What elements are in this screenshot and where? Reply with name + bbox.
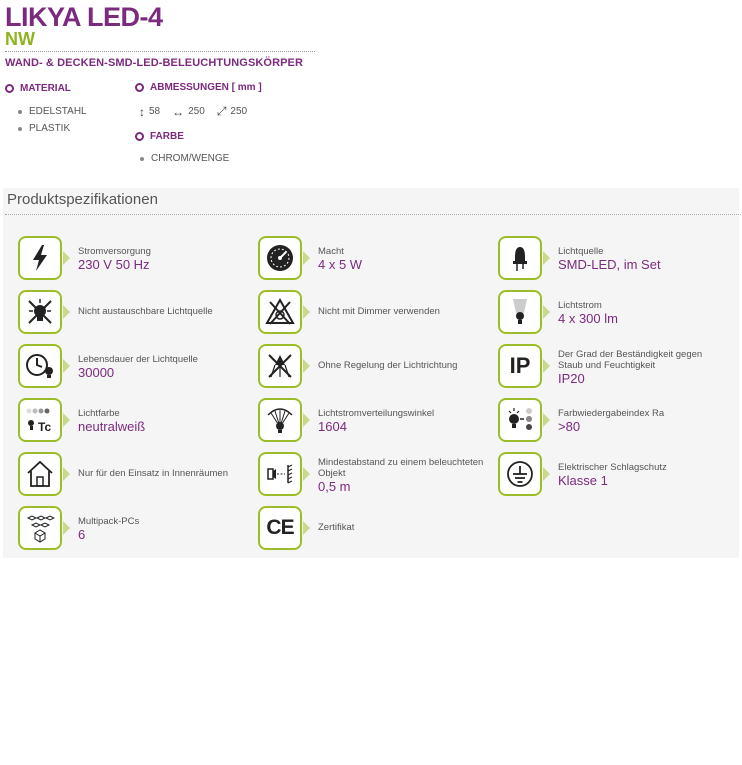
- min-distance-icon: [258, 452, 302, 496]
- spec-label: Lebensdauer der Lichtquelle: [78, 354, 198, 365]
- list-item: EDELSTAHL: [15, 103, 87, 120]
- spec-light-color: [3, 398, 239, 444]
- spec-label: Nicht mit Dimmer verwenden: [318, 306, 440, 317]
- arrow-icon: [543, 251, 550, 265]
- arrow-icon: [63, 467, 70, 481]
- spec-label: Stromversorgung: [78, 246, 151, 257]
- spec-no-direction: [243, 344, 479, 390]
- spec-heading: Produktspezifikationen: [7, 191, 158, 208]
- product-subtitle: NW: [5, 29, 35, 49]
- divider: [5, 51, 315, 52]
- spec-cri: [483, 398, 719, 444]
- spec-label: Nur für den Einsatz in Innenräumen: [78, 468, 228, 479]
- spec-value: IP20: [558, 371, 585, 386]
- arrow-icon: [543, 467, 550, 481]
- arrow-icon: [63, 413, 70, 427]
- spec-power: [243, 236, 479, 282]
- spec-ip-rating: [483, 344, 719, 390]
- no-dimmer-icon: [258, 290, 302, 334]
- spec-value: 0,5 m: [318, 479, 351, 494]
- color-heading: [135, 131, 184, 142]
- diagonal-icon: ⤢: [216, 104, 227, 118]
- circle-bullet-icon: [135, 83, 144, 92]
- material-heading-label: MATERIAL: [20, 83, 71, 94]
- arrow-icon: [543, 305, 550, 319]
- non-replaceable-bulb-icon: [18, 290, 62, 334]
- arrow-icon: [543, 413, 550, 427]
- clock-bulb-icon: [18, 344, 62, 388]
- spec-value: Klasse 1: [558, 473, 608, 488]
- material-list: [15, 103, 87, 137]
- ground-icon: [498, 452, 542, 496]
- house-icon: [18, 452, 62, 496]
- spec-label: Mindestabstand zu einem beleuchteten Objekt: [318, 457, 484, 479]
- spec-indoor-only: [3, 452, 239, 498]
- spec-light-source: [483, 236, 719, 282]
- spec-label: Lichtquelle: [558, 246, 604, 257]
- diagonal-value: 250: [230, 106, 248, 117]
- led-icon: [498, 236, 542, 280]
- tc-icon-label: Tc: [38, 420, 52, 434]
- spec-label: Zertifikat: [318, 522, 355, 533]
- luminous-flux-icon: [498, 290, 542, 334]
- spec-luminous-flux: [483, 290, 719, 336]
- arrow-icon: [63, 521, 70, 535]
- spec-value: 1604: [318, 419, 347, 434]
- color-heading-label: FARBE: [150, 131, 184, 142]
- list-item: PLASTIK: [15, 120, 87, 137]
- spec-multipack: [3, 506, 239, 552]
- power-gauge-icon: [258, 236, 302, 280]
- divider: [5, 214, 741, 215]
- circle-bullet-icon: [135, 132, 144, 141]
- spec-label: Multipack-PCs: [78, 516, 140, 527]
- ce-icon: [258, 506, 302, 550]
- arrow-icon: [63, 305, 70, 319]
- lightning-icon: [18, 236, 62, 280]
- dimensions-heading-label: ABMESSUNGEN [ mm ]: [150, 82, 262, 93]
- ip-icon: [498, 344, 542, 388]
- spec-value: SMD-LED, im Set: [558, 257, 661, 272]
- spec-label: Farbwiedergabeindex Ra: [558, 408, 665, 419]
- no-direction-icon: [258, 344, 302, 388]
- list-item: CHROM/WENGE: [137, 150, 229, 167]
- spec-panel: [3, 188, 739, 558]
- arrow-icon: [543, 359, 550, 373]
- arrow-icon: [303, 413, 310, 427]
- spec-label: Der Grad der Beständigkeit gegen Staub und Feuchtigkeit: [558, 349, 703, 371]
- spec-value: neutralweiß: [78, 419, 146, 434]
- color-rendering-icon: [498, 398, 542, 442]
- arrow-icon: [63, 359, 70, 373]
- spec-value: 6: [78, 527, 86, 542]
- spec-label: Lichtfarbe: [78, 408, 120, 419]
- spec-non-replaceable: [3, 290, 239, 336]
- spec-lifetime: [3, 344, 239, 390]
- spec-certificate: [243, 506, 479, 552]
- ce-icon-label: CE: [266, 516, 294, 539]
- height-value: 58: [149, 106, 161, 117]
- color-temperature-icon: [18, 398, 62, 442]
- spec-label: Lichtstromverteilungswinkel: [318, 408, 435, 419]
- dimensions-row: [139, 104, 259, 119]
- height-icon: ↕: [139, 104, 145, 119]
- product-type: WAND- & DECKEN-SMD-LED-BELEUCHTUNGSKÖRPER: [5, 57, 304, 69]
- spec-label: Lichtstrom: [558, 300, 602, 311]
- ip-icon-label: IP: [509, 353, 531, 378]
- dimensions-heading: [135, 82, 262, 93]
- product-title: LIKYA LED-4: [5, 2, 163, 32]
- spec-value: 230 V 50 Hz: [78, 257, 150, 272]
- spec-label: Nicht austauschbare Lichtquelle: [78, 306, 213, 317]
- spec-value: 4 x 5 W: [318, 257, 363, 272]
- boxes-icon: [18, 506, 62, 550]
- arrow-icon: [303, 251, 310, 265]
- arrow-icon: [303, 521, 310, 535]
- spec-shock-protection: [483, 452, 719, 498]
- spec-label: Macht: [318, 246, 344, 257]
- spec-label: Ohne Regelung der Lichtrichtung: [318, 360, 458, 371]
- spec-value: 4 x 300 lm: [558, 311, 618, 326]
- beam-angle-icon: [258, 398, 302, 442]
- spec-beam-angle: [243, 398, 479, 444]
- arrow-icon: [303, 359, 310, 373]
- arrow-icon: [303, 305, 310, 319]
- arrow-icon: [303, 467, 310, 481]
- width-value: 250: [188, 106, 205, 117]
- spec-value: >80: [558, 419, 581, 434]
- spec-power-supply: [3, 236, 239, 282]
- width-icon: ↔: [172, 104, 185, 119]
- spec-no-dimmer: [243, 290, 479, 336]
- color-list: [137, 150, 229, 167]
- spec-label: Elektrischer Schlagschutz: [558, 462, 667, 473]
- material-heading: [5, 83, 71, 94]
- spec-min-distance: [243, 452, 484, 498]
- spec-value: 30000: [78, 365, 115, 380]
- arrow-icon: [63, 251, 70, 265]
- circle-bullet-icon: [5, 84, 14, 93]
